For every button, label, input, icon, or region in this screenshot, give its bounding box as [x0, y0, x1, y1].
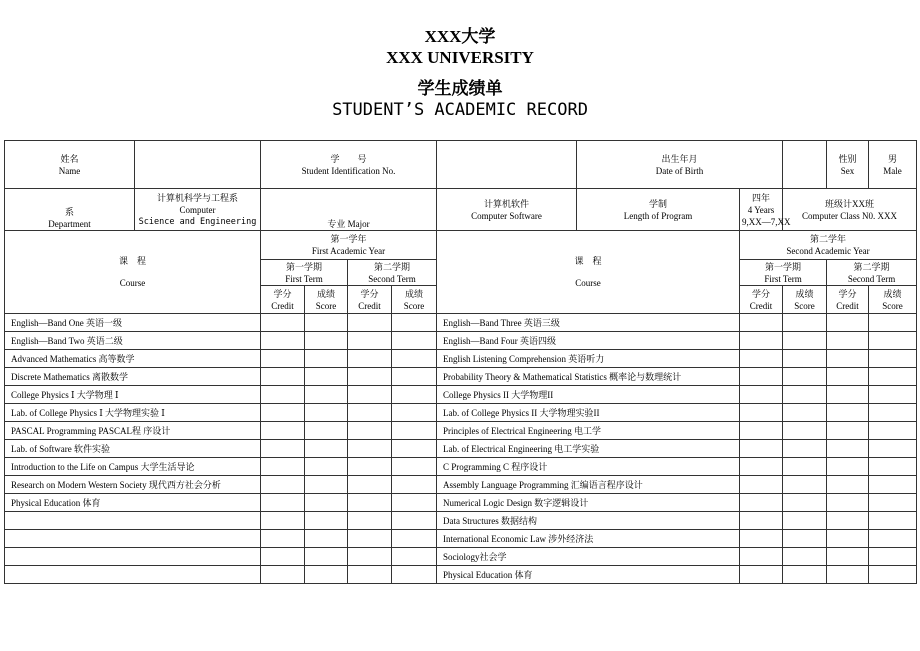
grade-cell: [740, 350, 783, 368]
grade-cell: [827, 530, 869, 548]
grade-cell: [305, 350, 348, 368]
course-year1: Physical Education 体育: [5, 494, 261, 512]
y1t1-score-header: 成绩 Score: [305, 286, 348, 314]
university-name-cn: XXX大学: [424, 27, 496, 46]
table-row: [5, 350, 917, 368]
grade-cell: [827, 422, 869, 440]
table-row: [5, 494, 917, 512]
grade-cell: [869, 530, 917, 548]
department-value: 计算机科学与工程系 Computer Science and Engineering: [135, 189, 261, 231]
grade-cell: [261, 476, 305, 494]
grade-cell: [392, 494, 437, 512]
grade-cell: [783, 548, 827, 566]
grade-cell: [740, 368, 783, 386]
grade-cell: [261, 548, 305, 566]
grade-cell: [348, 548, 392, 566]
academic-record-table: [4, 140, 917, 584]
grade-cell: [305, 512, 348, 530]
grade-cell: [261, 368, 305, 386]
grade-cell: [869, 368, 917, 386]
grade-cell: [305, 548, 348, 566]
grade-cell: [348, 440, 392, 458]
grade-cell: [783, 350, 827, 368]
grade-cell: [392, 332, 437, 350]
grade-cell: [392, 530, 437, 548]
grade-cell: [261, 314, 305, 332]
grade-cell: [783, 386, 827, 404]
course-year2: Data Structures 数据结构: [437, 512, 740, 530]
grade-cell: [348, 422, 392, 440]
course-year1: College Physics Ⅰ 大学物理 Ⅰ: [5, 386, 261, 404]
record-title-cn: 学生成绩单: [417, 79, 503, 99]
y2-second-term-header: 第二学期 Second Term: [827, 260, 917, 286]
grade-cell: [740, 332, 783, 350]
grade-cell: [869, 386, 917, 404]
grade-cell: [348, 512, 392, 530]
grade-cell: [261, 566, 305, 584]
grade-cell: [827, 368, 869, 386]
grade-cell: [783, 332, 827, 350]
y2-first-term-header: 第一学期 First Term: [740, 260, 827, 286]
grade-cell: [261, 494, 305, 512]
grade-cell: [261, 512, 305, 530]
course-year1: Lab. of College Physics Ⅰ 大学物理实验 Ⅰ: [5, 404, 261, 422]
grade-cell: [740, 386, 783, 404]
grade-cell: [305, 494, 348, 512]
grade-cell: [783, 314, 827, 332]
table-row: [5, 332, 917, 350]
grade-cell: [869, 314, 917, 332]
course-year2: Sociology社会学: [437, 548, 740, 566]
course-year2: Assembly Language Programming 汇编语言程序设计: [437, 476, 740, 494]
grade-cell: [305, 332, 348, 350]
grade-cell: [348, 332, 392, 350]
grade-cell: [740, 458, 783, 476]
university-name-en: XXX UNIVERSITY: [386, 48, 534, 67]
y2t2-credit-header: 学分 Credit: [827, 286, 869, 314]
grade-cell: [348, 494, 392, 512]
grade-cell: [305, 440, 348, 458]
grade-cell: [392, 440, 437, 458]
grade-cell: [305, 422, 348, 440]
first-academic-year-header: 第一学年 First Academic Year: [261, 231, 437, 260]
grade-cell: [827, 548, 869, 566]
course-year2: English Listening Comprehension 英语听力: [437, 350, 740, 368]
grade-cell: [740, 314, 783, 332]
grade-cell: [869, 548, 917, 566]
course-year2: Numerical Logic Design 数字逻辑设计: [437, 494, 740, 512]
length-label: 学制 Length of Program: [577, 189, 740, 231]
major-label: 专业 Major: [261, 189, 437, 231]
grade-cell: [392, 404, 437, 422]
record-title-en: STUDENT’S ACADEMIC RECORD: [332, 100, 588, 120]
grade-cell: [392, 314, 437, 332]
course-year2: Probability Theory & Mathematical Statistics 概率论与数理统计: [437, 368, 740, 386]
student-id-value: [437, 141, 577, 189]
y2t1-credit-header: 学分 Credit: [740, 286, 783, 314]
sex-label: 性别 Sex: [827, 141, 869, 189]
grade-cell: [392, 386, 437, 404]
course-year1: PASCAL Programming PASCAL程 序设计: [5, 422, 261, 440]
dob-label: 出生年月 Date of Birth: [577, 141, 783, 189]
course-year2: College Physics II 大学物理II: [437, 386, 740, 404]
course-year1: English—Band One 英语一级: [5, 314, 261, 332]
grade-cell: [783, 440, 827, 458]
grade-cell: [869, 494, 917, 512]
grade-cell: [348, 368, 392, 386]
grade-cell: [827, 332, 869, 350]
grade-cell: [740, 494, 783, 512]
year-header-row: [5, 231, 917, 260]
grade-cell: [783, 530, 827, 548]
grade-cell: [305, 314, 348, 332]
grade-cell: [740, 404, 783, 422]
grade-cell: [783, 476, 827, 494]
y2t1-score-header: 成绩 Score: [783, 286, 827, 314]
course-year1: Lab. of Software 软件实验: [5, 440, 261, 458]
grade-cell: [348, 458, 392, 476]
grade-cell: [261, 422, 305, 440]
grade-cell: [305, 530, 348, 548]
grade-cell: [869, 350, 917, 368]
grade-cell: [740, 440, 783, 458]
grade-cell: [392, 566, 437, 584]
grade-cell: [261, 458, 305, 476]
grade-cell: [305, 386, 348, 404]
course-year1: Introduction to the Life on Campus 大学生活导论: [5, 458, 261, 476]
grade-cell: [348, 476, 392, 494]
grade-cell: [869, 458, 917, 476]
grade-cell: [869, 332, 917, 350]
table-row: [5, 458, 917, 476]
grade-cell: [740, 566, 783, 584]
grade-cell: [348, 566, 392, 584]
grade-cell: [740, 512, 783, 530]
grade-cell: [740, 476, 783, 494]
table-row: [5, 566, 917, 584]
grade-cell: [261, 404, 305, 422]
name-label: 姓名 Name: [5, 141, 135, 189]
grade-cell: [869, 440, 917, 458]
grade-cell: [783, 494, 827, 512]
table-row: [5, 422, 917, 440]
table-row: [5, 404, 917, 422]
grade-cell: [305, 476, 348, 494]
grade-cell: [869, 566, 917, 584]
grade-cell: [827, 476, 869, 494]
grade-cell: [392, 368, 437, 386]
grade-cell: [783, 422, 827, 440]
course-year2: Lab. of College Physics II 大学物理实验II: [437, 404, 740, 422]
course-year2: Lab. of Electrical Engineering 电工学实验: [437, 440, 740, 458]
table-row: [5, 440, 917, 458]
course-header-year2: 课 程 Course: [437, 231, 740, 314]
grade-cell: [827, 440, 869, 458]
grade-cell: [783, 368, 827, 386]
course-year1: [5, 530, 261, 548]
course-rows: [5, 314, 917, 584]
grade-cell: [783, 566, 827, 584]
grade-cell: [869, 422, 917, 440]
grade-cell: [783, 512, 827, 530]
grade-cell: [261, 332, 305, 350]
grade-cell: [783, 458, 827, 476]
grade-cell: [827, 350, 869, 368]
table-row: [5, 530, 917, 548]
course-year1: [5, 566, 261, 584]
course-year2: C Programming C 程序设计: [437, 458, 740, 476]
course-year2: English—Band Four 英语四级: [437, 332, 740, 350]
grade-cell: [392, 476, 437, 494]
y1-first-term-header: 第一学期 First Term: [261, 260, 348, 286]
grade-cell: [348, 386, 392, 404]
course-year1: English—Band Two 英语二级: [5, 332, 261, 350]
student-id-label: 学 号 Student Identification No.: [261, 141, 437, 189]
grade-cell: [827, 404, 869, 422]
grade-cell: [392, 458, 437, 476]
grade-cell: [827, 512, 869, 530]
grade-cell: [392, 350, 437, 368]
name-value: [135, 141, 261, 189]
grade-cell: [869, 476, 917, 494]
dob-value: [783, 141, 827, 189]
grade-cell: [869, 512, 917, 530]
course-year2: Physical Education 体育: [437, 566, 740, 584]
y1-second-term-header: 第二学期 Second Term: [348, 260, 437, 286]
table-row: [5, 386, 917, 404]
grade-cell: [348, 350, 392, 368]
table-row: [5, 512, 917, 530]
course-year2: International Economic Law 涉外经济法: [437, 530, 740, 548]
grade-cell: [348, 404, 392, 422]
grade-cell: [261, 530, 305, 548]
grade-cell: [305, 368, 348, 386]
grade-cell: [261, 350, 305, 368]
info-row-1: [5, 141, 917, 189]
info-row-2: [5, 189, 917, 231]
grade-cell: [392, 548, 437, 566]
course-year1: [5, 512, 261, 530]
grade-cell: [827, 314, 869, 332]
grade-cell: [348, 314, 392, 332]
table-row: [5, 548, 917, 566]
y2t2-score-header: 成绩 Score: [869, 286, 917, 314]
course-year2: English—Band Three 英语三级: [437, 314, 740, 332]
course-year1: Advanced Mathematics 高等数学: [5, 350, 261, 368]
class-value: 班级计XX班 Computer Class N0. XXX: [783, 189, 917, 231]
grade-cell: [348, 530, 392, 548]
sex-value: 男 Male: [869, 141, 917, 189]
grade-cell: [827, 494, 869, 512]
y1t2-credit-header: 学分 Credit: [348, 286, 392, 314]
grade-cell: [783, 404, 827, 422]
grade-cell: [261, 440, 305, 458]
grade-cell: [740, 548, 783, 566]
course-header-year1: 课 程 Course: [5, 231, 261, 314]
grade-cell: [305, 458, 348, 476]
grade-cell: [869, 404, 917, 422]
length-value: 四年 4 Years 9,XX—7,XX: [740, 189, 783, 231]
course-year1: Research on Modern Western Society 现代西方社会分析: [5, 476, 261, 494]
grade-cell: [827, 566, 869, 584]
grade-cell: [827, 458, 869, 476]
grade-cell: [305, 566, 348, 584]
course-year2: Principles of Electrical Engineering 电工学: [437, 422, 740, 440]
grade-cell: [740, 422, 783, 440]
course-year1: [5, 548, 261, 566]
y1t2-score-header: 成绩 Score: [392, 286, 437, 314]
grade-cell: [740, 530, 783, 548]
course-year1: Discrete Mathematics 离散数学: [5, 368, 261, 386]
table-row: [5, 476, 917, 494]
major-value: 计算机软件 Computer Software: [437, 189, 577, 231]
y1t1-credit-header: 学分 Credit: [261, 286, 305, 314]
grade-cell: [305, 404, 348, 422]
second-academic-year-header: 第二学年 Second Academic Year: [740, 231, 917, 260]
grade-cell: [261, 386, 305, 404]
grade-cell: [392, 422, 437, 440]
grade-cell: [827, 386, 869, 404]
table-row: [5, 314, 917, 332]
department-label: 系 Department: [5, 189, 135, 231]
grade-cell: [392, 512, 437, 530]
table-row: [5, 368, 917, 386]
